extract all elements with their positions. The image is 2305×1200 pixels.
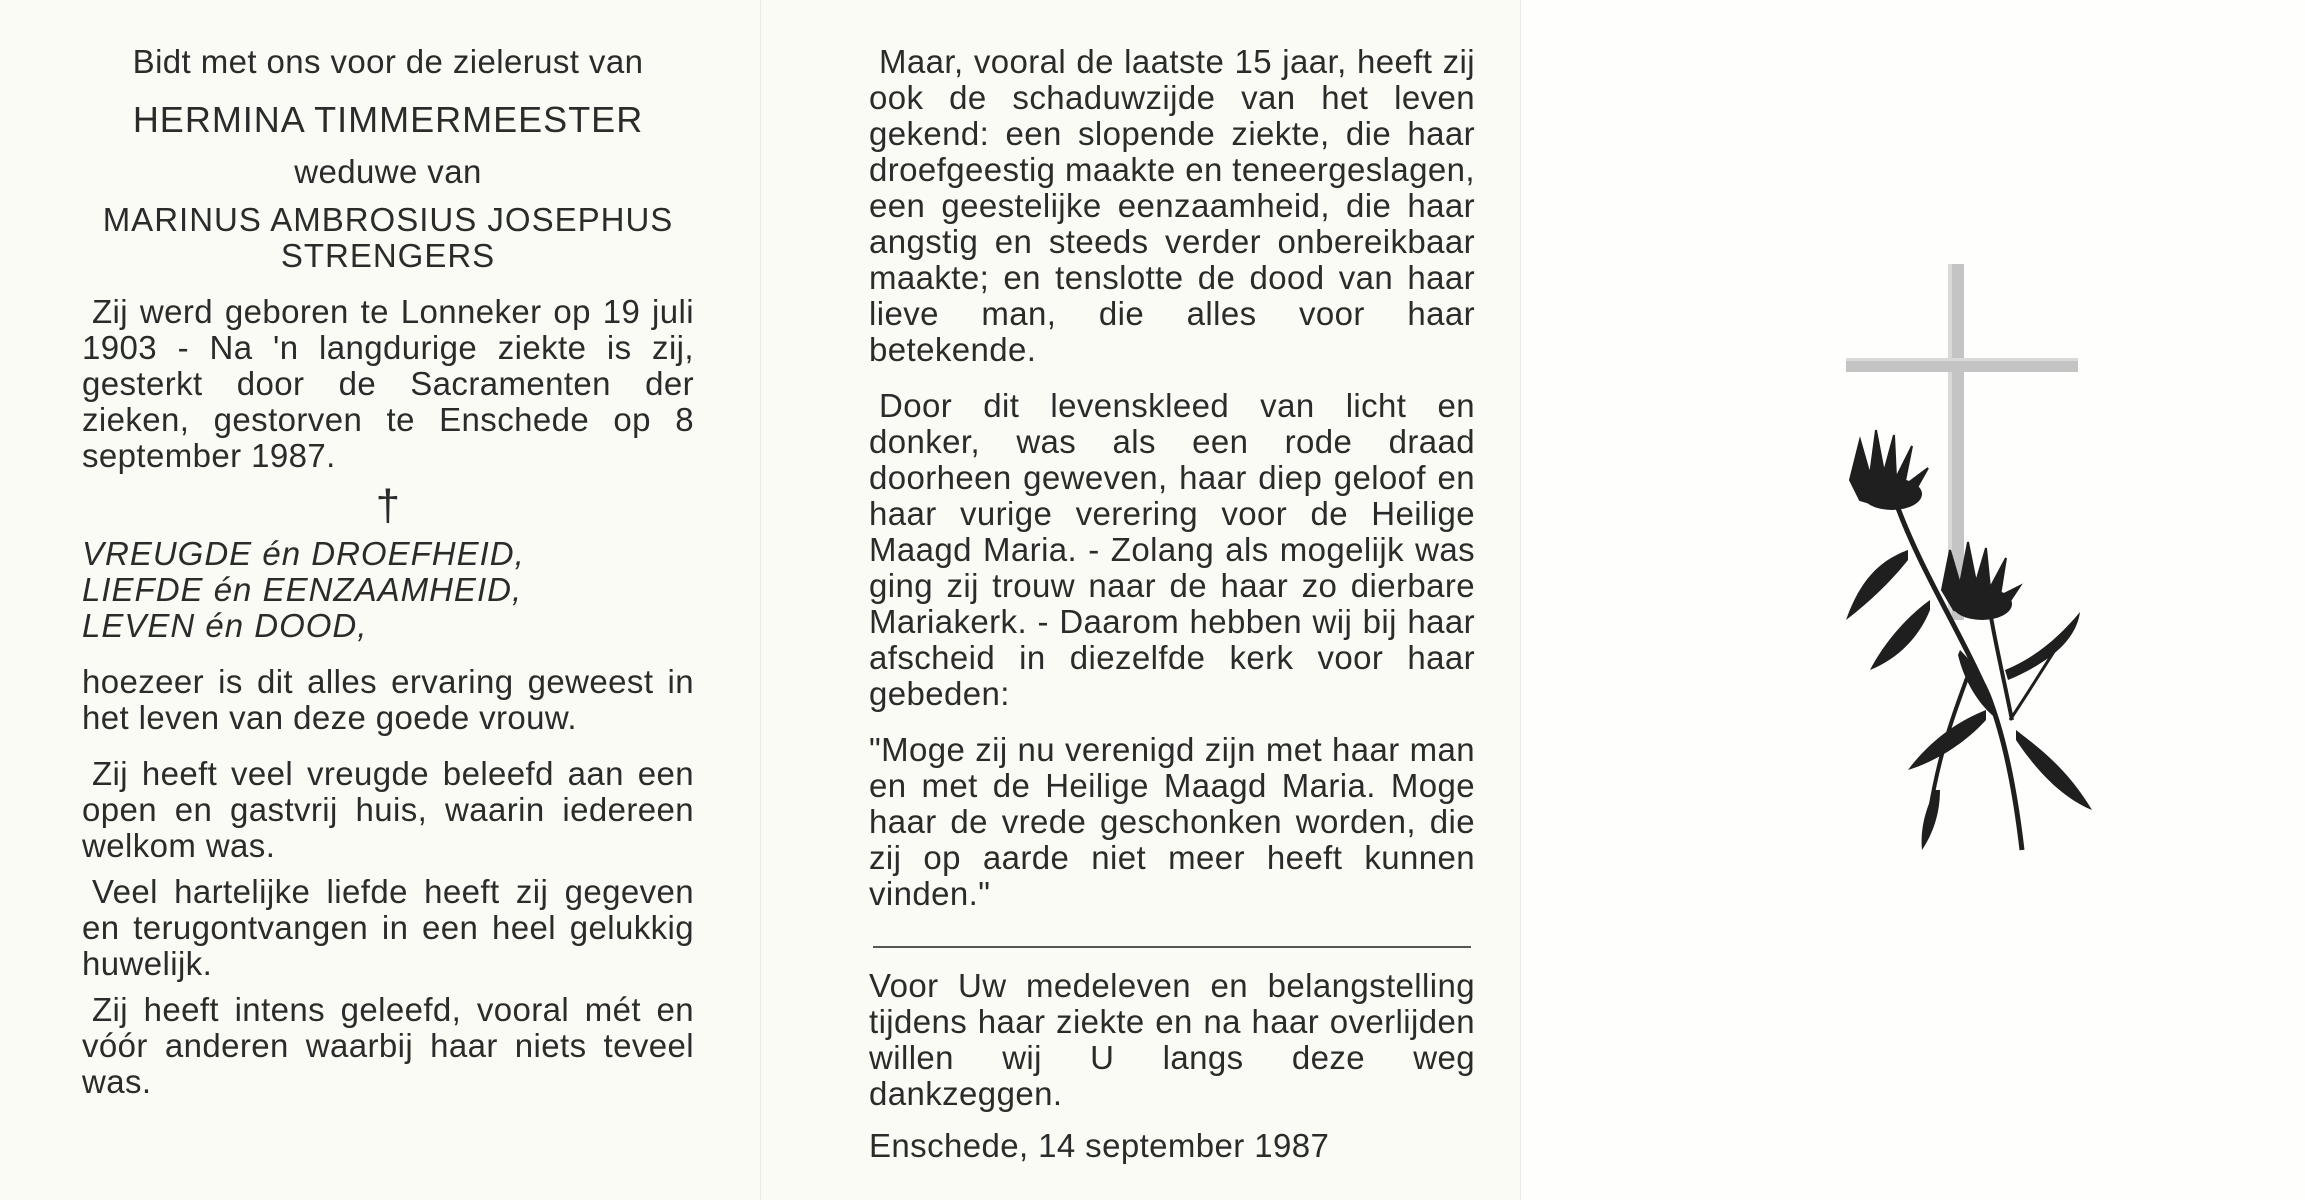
place-date: Enschede, 14 september 1987 bbox=[869, 1127, 1330, 1164]
middle-panel bbox=[760, 0, 1521, 1200]
verse-line-3: LEVEN én DOOD, bbox=[82, 607, 368, 644]
birth-death-paragraph: Zij werd geboren te Lonneker op 19 juli 1903 - Na 'n langdurige ziekte is zij, gesterkt door de Sacramenten der zieken, gestorven te Enschede op 8 september 1987. bbox=[82, 293, 694, 474]
verse-line-1: VREUGDE én DROEFHEID, bbox=[82, 535, 525, 572]
husband-name-line2: STRENGERS bbox=[280, 237, 496, 274]
love-paragraph: Veel hartelijke liefde heeft zij gegeven en terugontvangen in een heel gelukkig huwelijk. bbox=[82, 873, 694, 982]
divider-line bbox=[873, 946, 1471, 948]
joy-paragraph: Zij heeft veel vreugde beleefd aan een open en gastvrij huis, waarin iedereen welkom was. bbox=[82, 755, 694, 864]
prayer-paragraph: "Moge zij nu verenigd zijn met haar man en met de Heilige Maagd Maria. Moge haar de vrede geschonken worden, die zij op aarde niet meer heeft kunnen vinden." bbox=[869, 731, 1475, 912]
experience-paragraph: hoezeer is dit alles ervaring geweest in het leven van deze goede vrouw. bbox=[82, 663, 694, 736]
flower-spray-icon bbox=[1846, 430, 2092, 850]
husband-name-line1: MARINUS AMBROSIUS JOSEPHUS bbox=[102, 201, 674, 238]
verse-line-2: LIEFDE én EENZAAMHEID, bbox=[82, 571, 523, 608]
middle-column bbox=[869, 44, 1475, 1164]
left-column bbox=[82, 44, 694, 1100]
shadow-side-paragraph: Maar, vooral de laatste 15 jaar, heeft zij ook de schaduwzijde van het leven gekend: een slopende ziekte, die haar droefgeestig maakte en teneergeslagen, een geestelijke eenzaamheid, die haar angstig en steeds verder onbereikbaar maakte; en tenslotte de dood van haar lieve man, die alles voor haar betekende. bbox=[869, 43, 1475, 368]
cross-and-flowers-illustration bbox=[1780, 250, 2120, 870]
lived-paragraph: Zij heeft intens geleefd, vooral mét en vóór anderen waarbij haar niets teveel was. bbox=[82, 991, 694, 1100]
intro-line: Bidt met ons voor de zielerust van bbox=[132, 43, 644, 80]
widow-of-line: weduwe van bbox=[294, 153, 482, 190]
thanks-paragraph: Voor Uw medeleven en belangstelling tijdens haar ziekte en na haar overlijden willen wij U langs deze weg dankzeggen. bbox=[869, 967, 1475, 1112]
faith-paragraph: Door dit levenskleed van licht en donker, was als een rode draad doorheen geweven, haar diep geloof en haar vurige verering voor de Heilige Maagd Maria. - Zolang als mogelijk was ging zij trouw naar de haar zo dierbare Mariakerk. - Daarom hebben wij bij haar afscheid in diezelfde kerk voor haar gebeden: bbox=[869, 387, 1475, 712]
dagger-cross-icon: † bbox=[375, 481, 401, 530]
deceased-name: HERMINA TIMMERMEESTER bbox=[132, 99, 644, 140]
left-panel bbox=[0, 0, 760, 1200]
